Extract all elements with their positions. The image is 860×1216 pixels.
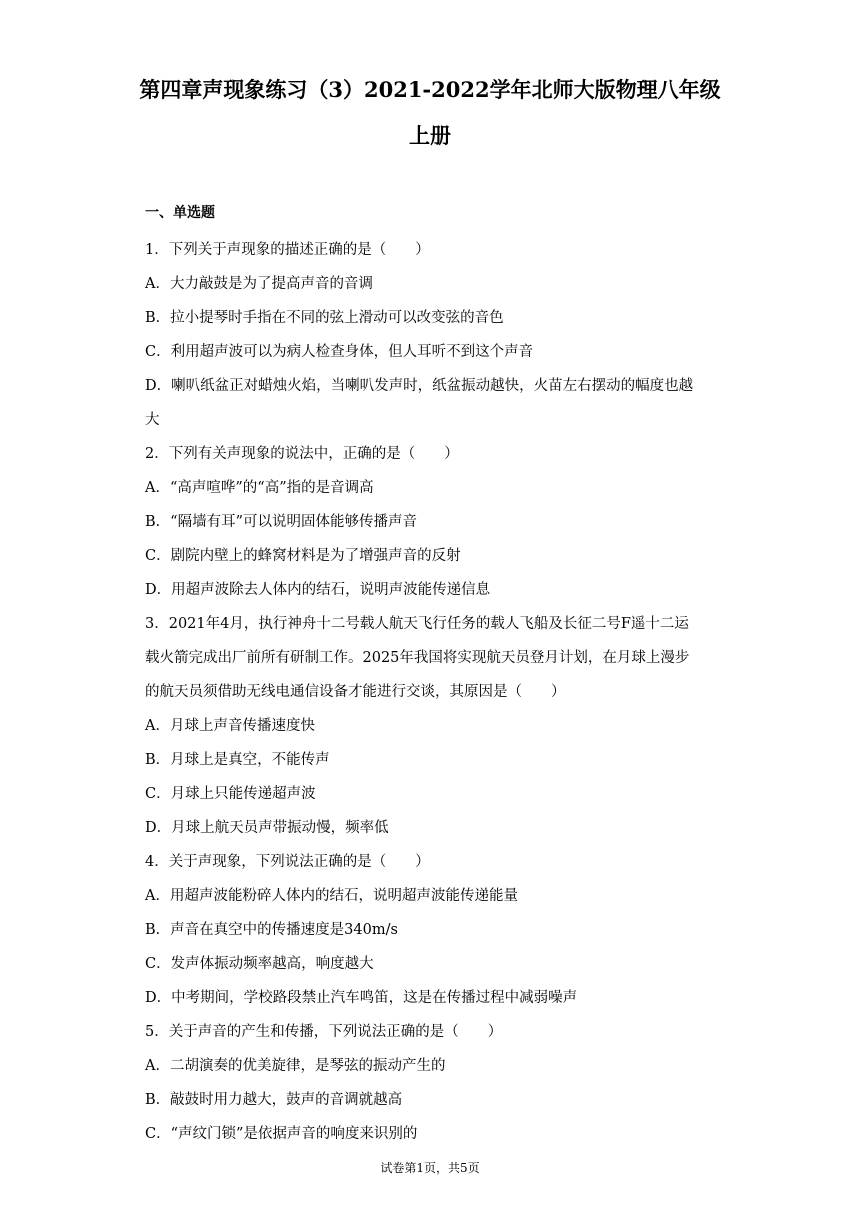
question-4-stem: 4．关于声现象，下列说法正确的是（ ）	[145, 854, 430, 870]
question-5-option-b: B．敲鼓时用力越大，鼓声的音调就越高	[145, 1092, 403, 1108]
page-title-line-2: 上册	[409, 123, 451, 148]
question-1-option-d-continued: 大	[145, 412, 160, 428]
question-2-option-d: D．用超声波除去人体内的结石，说明声波能传递信息	[145, 582, 491, 598]
question-1-option-d: D．喇叭纸盆正对蜡烛火焰，当喇叭发声时，纸盆振动越快，火苗左右摆动的幅度也越	[145, 378, 694, 394]
question-3-stem-line-3: 的航天员须借助无线电通信设备才能进行交谈，其原因是（ ）	[145, 684, 566, 700]
question-2-option-b: B．“隔墙有耳”可以说明固体能够传播声音	[145, 514, 417, 530]
question-4-option-a: A．用超声波能粉碎人体内的结石，说明超声波能传递能量	[145, 888, 518, 904]
question-5-option-a: A．二胡演奏的优美旋律，是琴弦的振动产生的	[145, 1058, 446, 1074]
question-5-stem: 5．关于声音的产生和传播，下列说法正确的是（ ）	[145, 1024, 503, 1040]
question-4-option-d: D．中考期间，学校路段禁止汽车鸣笛，这是在传播过程中减弱噪声	[145, 990, 578, 1006]
question-3-option-d: D．月球上航天员声带振动慢，频率低	[145, 820, 389, 836]
section-title: 一、单选题	[145, 205, 215, 221]
question-3-option-a: A．月球上声音传播速度快	[145, 718, 315, 734]
question-3-option-b: B．月球上是真空，不能传声	[145, 752, 330, 768]
question-3-stem-line-2: 载火箭完成出厂前所有研制工作。2025年我国将实现航天员登月计划，在月球上漫步	[145, 650, 690, 666]
question-2-stem: 2．下列有关声现象的说法中，正确的是（ ）	[145, 446, 459, 462]
question-1-option-b: B．拉小提琴时手指在不同的弦上滑动可以改变弦的音色	[145, 310, 504, 326]
question-3-stem-line-1: 3．2021年4月，执行神舟十二号载人航天飞行任务的载人飞船及长征二号F遥十二运	[145, 616, 689, 632]
question-1-stem: 1．下列关于声现象的描述正确的是（ ）	[145, 242, 430, 258]
page-footer: 试卷第1页，共5页	[380, 1161, 480, 1175]
question-4-option-b: B．声音在真空中的传播速度是340m/s	[145, 922, 398, 938]
question-2-option-c: C．剧院内壁上的蜂窝材料是为了增强声音的反射	[145, 548, 461, 564]
question-4-option-c: C．发声体振动频率越高，响度越大	[145, 956, 374, 972]
question-1-option-c: C．利用超声波可以为病人检查身体，但人耳听不到这个声音	[145, 344, 534, 360]
page-title-line-1: 第四章声现象练习（3）2021-2022学年北师大版物理八年级	[139, 77, 721, 102]
question-1-option-a: A．大力敲鼓是为了提高声音的音调	[145, 276, 373, 292]
question-5-option-c: C．“声纹门锁”是依据声音的响度来识别的	[145, 1126, 418, 1142]
question-2-option-a: A．“高声喧哗”的“高”指的是音调高	[145, 480, 374, 496]
question-3-option-c: C．月球上只能传递超声波	[145, 786, 316, 802]
